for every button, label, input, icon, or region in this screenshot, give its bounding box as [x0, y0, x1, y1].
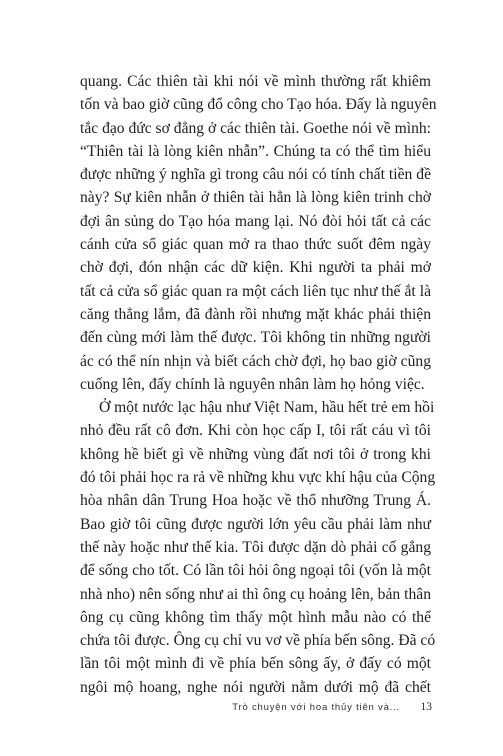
text-line: căng thẳng lắm, đã đành rồi nhưng mặt khác phải thiện [80, 305, 431, 323]
text-line: nhỏ đều rất cô đơn. Khi còn học cấp I, tôi rất cáu vì tôi [80, 422, 431, 440]
text-line: cánh cửa sổ giác quan mở ra thao thức suốt đêm ngày [80, 236, 431, 254]
text-line: đợi ân sủng do Tạo hóa mang lại. Nó đòi hỏi tất cả các [80, 212, 431, 230]
text-line: chờ đợi, đón nhận các dữ kiện. Khi người ta phải mở [80, 259, 431, 277]
running-title: Trò chuyện với hoa thủy tiên và... [232, 702, 400, 713]
text-line: này? Sự kiên nhẫn ở thiên tài hẳn là lòng kiên trinh chờ [80, 189, 431, 207]
text-line: “Thiên tài là lòng kiên nhẫn”. Chúng ta có thể tìm hiểu [80, 142, 431, 160]
text-line: đó tôi phải học ra rả về những khu vực khí hậu của Cộng [80, 469, 436, 487]
body-text [80, 70, 437, 699]
text-line: được những ý nghĩa gì trong câu nói có tính chất tiền đề [80, 166, 431, 184]
text-line: không hề biết gì về những vùng đất nơi tôi ở trong khi [80, 445, 431, 463]
text-line: tất cả cửa sổ giác quan ra một cách liên tục như thế ắt là [80, 282, 431, 300]
page-footer [0, 702, 432, 718]
text-line: cuống lên, đấy chính là nguyên nhân làm họ hỏng việc. [80, 375, 425, 393]
text-line: chứa tôi được. Ông cụ chỉ vu vơ về phía bến sông. Đã có [80, 632, 436, 650]
text-line: tắc đạo đức sơ đẳng ở các thiên tài. Goethe nói về mình: [80, 119, 432, 137]
text-line: ngôi mộ hoang, nghe nói người nằm dưới mộ đã chết [80, 678, 431, 696]
text-line: quang. Các thiên tài khi nói về mình thường rất khiêm [80, 73, 431, 90]
text-line: thế này hoặc như thế kia. Tôi được dặn dò phải cố gắng [80, 538, 431, 556]
text-line: hòa nhân dân Trung Hoa hoặc về thổ nhưỡng Trung Á. [80, 492, 431, 510]
text-line: tốn và bao giờ cũng đổ công cho Tạo hóa. Đấy là nguyên [80, 96, 437, 114]
text-line: đến cùng mới làm thế được. Tôi không tin những người [80, 329, 431, 347]
page-number: 13 [420, 701, 432, 713]
text-line: ông cụ cũng không tìm thấy một hình mẫu nào có thể [80, 608, 431, 626]
text-line: lần tôi một mình đi về phía bến sông ấy, ở đấy có một [80, 655, 431, 673]
text-line: ác có thể nín nhịn và biết cách chờ đợi, họ bao giờ cũng [80, 352, 431, 370]
text-line: để sống cho tốt. Có lần tôi hỏi ông ngoại tôi (vốn là một [80, 562, 431, 580]
text-line: nhà nho) nên sống như ai thì ông cụ hoảng lên, bản thân [80, 585, 431, 603]
text-line: Bao giờ tôi cũng được người lớn yêu cầu phải làm như [80, 515, 431, 533]
text-line: Ở một nước lạc hậu như Việt Nam, hầu hết trẻ em hồi [99, 399, 435, 417]
